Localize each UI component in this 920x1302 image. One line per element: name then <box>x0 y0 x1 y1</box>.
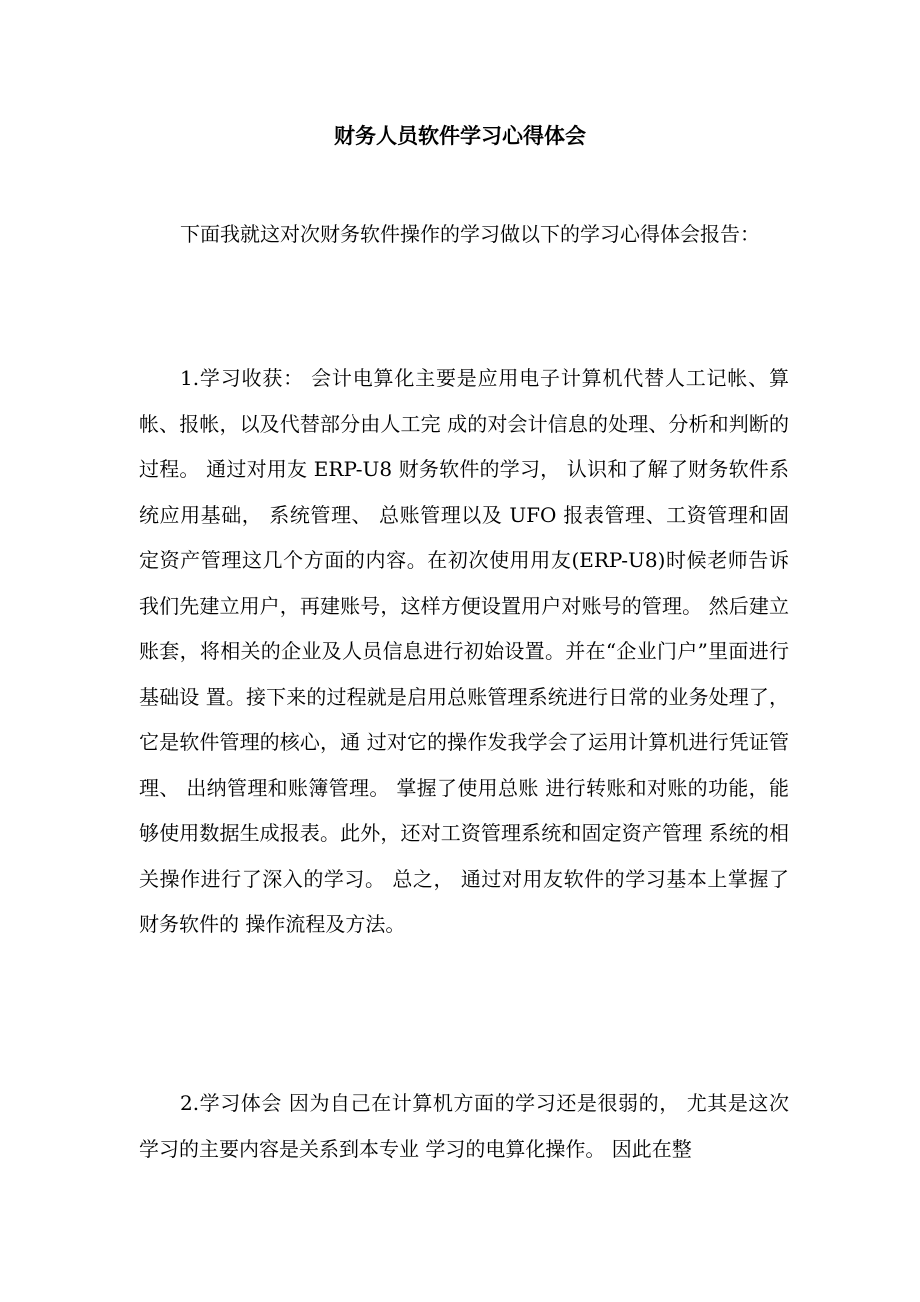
paragraph-learning-gains: 1.学习收获： 会计电算化主要是应用电子计算机代替人工记帐、算帐、报帐，以及代替部分由人工完 成的对会计信息的处理、分析和判断的过程。 通过对用友 ERP-U8 财务软件的学习， 认识和了解了财务软件系统应用基础， 系统管理、 总账管理以及 UFO 报表管理、工资管理和固定资产管理这几个方面的内容。在初次使用用友(ERP-U8)时候老师告诉我们先建立用户，再建账号，这样方便设置用户对账号的管理。 然后建立账套，将相关的企业及人员信息进行初始设置。并在“企业门户”里面进行基础设 置。接下来的过程就是启用总账管理系统进行日常的业务处理了，它是软件管理的核心，通 过对它的操作发我学会了运用计算机进行凭证管理、 出纳管理和账簿管理。 掌握了使用总账 进行转账和对账的功能，能够使用数据生成报表。此外，还对工资管理系统和固定资产管理 系统的相关操作进行了深入的学习。 总之， 通过对用友软件的学习基本上掌握了财务软件的 操作流程及方法。 <box>139 366 789 936</box>
paragraph-learning-experience: 2.学习体会 因为自己在计算机方面的学习还是很弱的， 尤其是这次学习的主要内容是关系到本专业 学习的电算化操作。 因此在整 <box>139 1091 789 1161</box>
paragraph-intro: 下面我就这对次财务软件操作的学习做以下的学习心得体会报告： <box>180 222 760 246</box>
document-title: 财务人员软件学习心得体会 <box>334 123 586 148</box>
